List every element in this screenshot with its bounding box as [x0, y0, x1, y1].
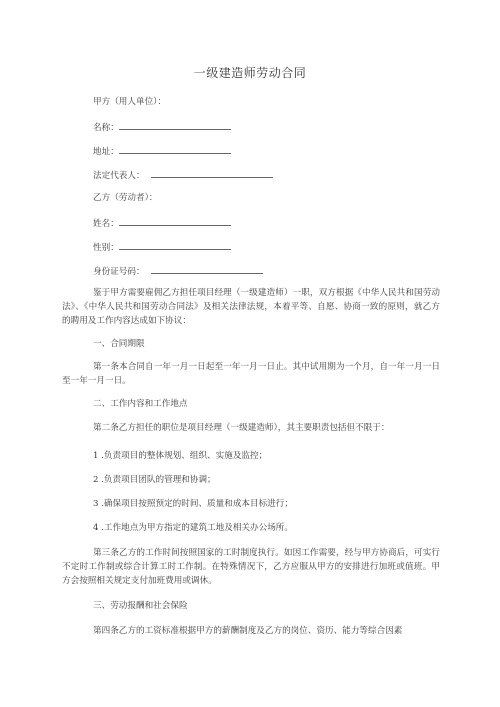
duty-item-2: 2 .负责项目团队的管理和协调；: [93, 475, 216, 485]
preamble-paragraph: 鉴于甲方需要雇佣乙方担任项目经理（一级建造师）一职，双方根据《中华人民共和国劳动法》、《中华人民共和国劳动合同法》及相关法律法规，本着平等、自愿、协商一致的原则，就乙方的聘用及工作内容达成如下协议：: [62, 288, 440, 326]
section-3-heading: 三、劳动报酬和社会保险: [93, 601, 188, 611]
duty-item-3: 3 .确保项目按照预定的时间、质量和成本目标进行；: [93, 499, 293, 509]
article-3-paragraph: 第三条乙方的工作时间按照国家的工时制度执行。如因工作需要，经与甲方协商后，可实行不定时工作制或综合计算工时工作制。在特殊情况下，乙方应服从甲方的安排进行加班或值班。甲方会按照相关规定支付加班费用或调休。: [62, 548, 440, 586]
document-title: 一级建造师劳动合同: [193, 66, 307, 80]
article-4-paragraph: 第四条乙方的工资标准根据甲方的薪酬制度及乙方的岗位、资历、能力等综合因素: [93, 626, 403, 636]
duty-item-1: 1 .负责项目的整体规划、组织、实施及监控；: [93, 451, 268, 461]
party-b-gender-row: [93, 240, 231, 254]
party-b-name-label: 姓名：: [93, 219, 119, 229]
party-a-heading: 甲方（用人单位）：: [93, 97, 167, 107]
section-2-heading: 二、工作内容和工作地点: [93, 399, 188, 409]
party-a-address-blank: [119, 144, 231, 154]
party-b-gender-blank: [119, 240, 231, 250]
party-b-gender-label: 性别：: [93, 243, 119, 253]
party-a-address-label: 地址：: [93, 147, 119, 157]
party-a-rep-label: 法定代表人：: [93, 171, 145, 181]
party-b-name-row: [93, 216, 231, 230]
party-b-id-row: [93, 264, 263, 278]
party-a-name-label: 名称：: [93, 123, 119, 133]
party-b-heading: 乙方（劳动者）：: [93, 193, 158, 203]
duty-item-4: 4 .工作地点为甲方指定的建筑工地及相关办公场所。: [93, 523, 293, 533]
party-a-address-row: [93, 144, 231, 158]
party-a-name-row: [93, 120, 231, 134]
party-a-name-blank: [119, 120, 231, 130]
party-b-id-blank: [151, 264, 263, 274]
party-a-rep-row: [93, 168, 273, 182]
party-b-name-blank: [119, 216, 231, 226]
article-1-paragraph: 第一条本合同自一年一月一日起至一年一月一日止。其中试用期为一个月，自一年一月一日至一年一月一日。: [62, 362, 440, 386]
party-b-id-label: 身份证号码：: [93, 267, 145, 277]
party-a-rep-blank: [151, 168, 273, 178]
section-1-heading: 一、合同期限: [93, 339, 145, 349]
article-2-paragraph: 第二条乙方担任的职位是项目经理（一级建造师），其主要职责包括但不限于：: [93, 423, 390, 433]
